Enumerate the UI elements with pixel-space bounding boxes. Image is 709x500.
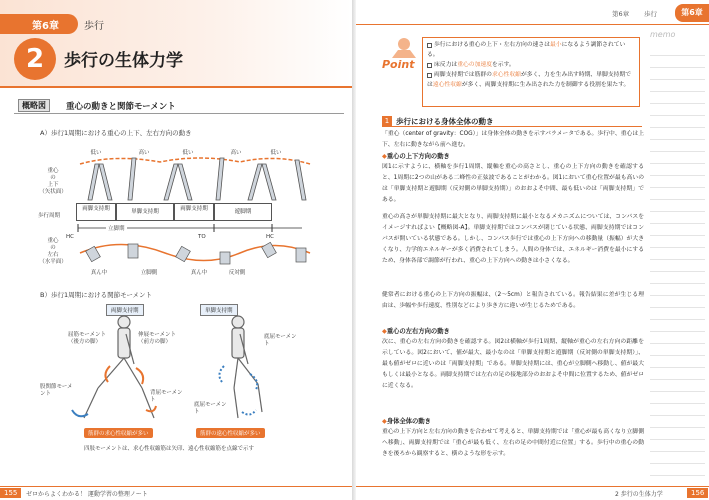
foot-icon xyxy=(296,248,306,262)
chapter-tab-right: 第6章 xyxy=(675,4,709,22)
checkbox-icon xyxy=(427,63,432,68)
point-text: 床反力は xyxy=(434,62,458,68)
body-paragraph: 重心の上下方向と左右方向の動きを合わせて考えると、単脚支持期では「重心が最も高くなり立脚側へ移動」、両脚支持期では「重心が最も低く、左右の足の中間付近に位置」する。歩行中の重心の動きを後ろから観察すると、横のような形を示す。 xyxy=(382,429,644,457)
page-number-right: 156 xyxy=(687,488,708,498)
point-figure-head xyxy=(398,38,410,50)
point-text: 両脚支持期では筋群の xyxy=(434,72,492,78)
note-eccentric: 筋群の遠心性収縮が多い xyxy=(196,428,265,438)
phase-box: 両脚支持期 xyxy=(174,203,214,221)
chapter-label: 第6章 xyxy=(32,21,59,32)
section-number: 1 xyxy=(382,116,392,126)
point-emphasis: 重心の加速度 xyxy=(457,62,492,68)
header-rule xyxy=(0,86,352,88)
point-item xyxy=(427,71,635,91)
leg-icon xyxy=(178,164,192,200)
memo-lines xyxy=(650,44,705,484)
header-chapter: 第6章 xyxy=(612,10,630,18)
skeleton-leg xyxy=(234,388,238,418)
point-text: 歩行における重心の上下・左右方向の速さは xyxy=(434,42,550,48)
skeleton-leg xyxy=(258,384,262,412)
checkbox-icon xyxy=(427,43,432,48)
subheading-text: 身体全体の動き xyxy=(386,418,431,425)
high-low-label: 高い xyxy=(230,150,242,156)
skeleton-leg xyxy=(234,358,238,388)
section-heading xyxy=(382,115,642,127)
page-title: 歩行の生体力学 xyxy=(64,51,183,71)
high-low-label: 高い xyxy=(138,150,150,156)
overview-heading xyxy=(14,98,344,114)
high-low-label: 低い xyxy=(182,150,194,156)
section-number-badge: 2 xyxy=(14,38,56,80)
horizontal-com-figure xyxy=(70,238,320,268)
panel-title: 両脚支持期 xyxy=(106,304,144,316)
leg-icon xyxy=(99,164,112,200)
intro-paragraph: 「重心（center of gravity：COG）」は身体全体の動きを示すパラメータである。歩行中、重心は上下、左右に動きながら前へ進む。 xyxy=(382,131,644,148)
section-title: 歩行における身体全体の動き xyxy=(396,117,494,126)
foot-icon xyxy=(262,242,277,257)
leg-icon xyxy=(164,164,178,200)
leg-icon xyxy=(88,164,99,200)
marker-label: HC xyxy=(66,234,74,240)
moment-label: 屈筋モーメント（後方の脚） xyxy=(68,332,107,345)
subheading xyxy=(382,326,450,335)
note-concentric: 筋群の求心性収縮が多い xyxy=(84,428,153,438)
moment-label: 股関節モーメント xyxy=(40,384,73,397)
body-paragraph: 健常者における重心の上下方向の振幅は、（2～5cm）と報告されている。報告結果に差が生じる理由は、歩幅や歩行速度、性別などにより歩き方に違いが生じるためである。 xyxy=(382,292,644,309)
leg-icon xyxy=(248,164,262,200)
point-text: を示す。 xyxy=(492,62,515,68)
skeleton-leg xyxy=(84,388,98,418)
point-text: が多く、両脚支持期に生み出された力を制御する役割を果たす。 xyxy=(461,82,630,88)
horizontal-label-line: 重心 xyxy=(47,238,59,244)
phase-box: 単脚支持期 xyxy=(116,203,174,221)
horizontal-position: 立脚側 xyxy=(140,270,158,276)
diamond-icon: ◆ xyxy=(382,153,387,160)
vertical-label-line: 上下 xyxy=(47,182,59,188)
point-text: になるよう調節されている。 xyxy=(427,42,626,58)
compass-gait-figure xyxy=(70,152,320,202)
moment-arrow xyxy=(242,410,256,415)
body-paragraph: 図1に示すように、横軸を歩行1周期、縦軸を重心の高さとし、重心の上下方向の動きを確認すると、1周期に2つの山がある二峰性の正弦波であることがわかる。図1において重心位置が最も高いのは「単脚支持期と遊脚期（反対側の単脚支持期）」のおおよそ中間、最も低いのは「両脚支持期」である。 xyxy=(382,164,644,203)
com-vertical-curve xyxy=(80,158,310,164)
stance-label: 立脚期 xyxy=(108,226,125,232)
point-emphasis: 求心性収縮 xyxy=(491,72,521,78)
moment-arrow xyxy=(72,410,88,416)
skeleton-head xyxy=(232,316,244,328)
subheading xyxy=(382,151,450,160)
point-emphasis: 遠心性収縮 xyxy=(432,82,462,88)
point-figure-body xyxy=(392,50,416,58)
figure-footnote: 四肢モーメントは、求心性収縮筋は矢印、遠心性収縮筋を点線で示す xyxy=(84,446,255,452)
point-item xyxy=(427,61,635,71)
vertical-axis-label xyxy=(38,168,68,196)
point-text: が多く、力を生み出す時期、単脚支持期では xyxy=(427,72,632,88)
skeleton-head xyxy=(118,316,130,328)
header-name: 歩行 xyxy=(644,10,657,18)
phase-box: 両脚支持期 xyxy=(76,203,116,221)
leg-icon xyxy=(128,158,136,200)
panel-title: 単脚支持期 xyxy=(200,304,238,316)
leg-icon xyxy=(295,160,306,200)
horizontal-label-line: （水平面） xyxy=(39,259,67,265)
left-footer-text: ゼロからよくわかる！ 運動学習の整理ノート xyxy=(26,491,148,498)
horizontal-position: 真ん中 xyxy=(90,270,108,276)
horizontal-label-line: の xyxy=(50,245,56,251)
moment-arrow xyxy=(146,406,156,411)
high-low-label: 低い xyxy=(270,150,282,156)
horizontal-position: 真ん中 xyxy=(190,270,208,276)
moment-arrow xyxy=(105,366,110,382)
memo-label: memo xyxy=(650,30,676,39)
moment-label: 底屈モーメント xyxy=(264,334,297,347)
overview-title: 重心の動きと関節モーメント xyxy=(66,102,176,112)
foot-icon xyxy=(86,246,101,261)
body-paragraph: 次に、重心の左右方向の動きを確認する。図2は横軸が歩行1周期、縦軸が重心の左右方向の距離を示している。図2において、値が最大、最小なのは「単脚支持期と遊脚期（反対側の単脚支持期）」、最も値がゼロに近いのは「両脚支持期」である。単脚支持期には、重心が立脚側へ移動し、値が最大もしくは最小となる。両脚支持期では左右の足の接地部分のおおよそ中間に位置するため、値がゼロに近くなる。 xyxy=(382,339,644,389)
overview-tag: 概略図 xyxy=(18,99,50,112)
vertical-label-line: （矢状面） xyxy=(39,189,67,195)
moment-label: 背屈モーメント xyxy=(150,390,183,403)
point-label: Point xyxy=(382,58,415,71)
figure-b-caption: B）歩行1周期における関節モーメント xyxy=(40,291,153,299)
subheading-text: 重心の左右方向の動き xyxy=(386,328,450,335)
figure-a-caption: A）歩行1周期における重心の上下、左右方向の動き xyxy=(40,129,192,137)
point-emphasis: 最小 xyxy=(549,42,562,48)
header-rule-right xyxy=(356,24,709,25)
horizontal-label-line: 左右 xyxy=(47,252,59,258)
chapter-name: 歩行 xyxy=(84,21,104,32)
marker-label: HC xyxy=(266,234,274,240)
phase-box: 遊脚期 xyxy=(214,203,272,221)
checkbox-icon xyxy=(427,73,432,78)
body-paragraph: 重心の高さが単脚支持期に最大となり、両脚支持期に最小となるメカニズムについては、コンパスをイメージすればよい【概略図-A】。単脚支持期ではコンパスが閉じている状態、両脚支持期ではコンパスが開いている状態である。しかし、コンパス歩行では重心の上下方向への移動量（振幅）が大きくなり、力学的エネルギーが多く消費されてしまう。人間の身体では、エネルギー消費を最小にするため、身体各部で調節が行われ、重心の上下方向への動きは小さくなる。 xyxy=(382,214,644,264)
skeleton-leg xyxy=(98,358,124,388)
marker-label: TO xyxy=(198,234,206,240)
horizontal-axis-label xyxy=(38,238,68,266)
foot-icon xyxy=(220,252,230,264)
subheading xyxy=(382,416,431,425)
moment-arrow xyxy=(136,368,143,384)
moment-label: 底屈モーメント xyxy=(194,402,227,415)
subheading-text: 重心の上下方向の動き xyxy=(386,153,450,160)
moment-label: 伸展モーメント（前方の脚） xyxy=(138,332,177,345)
leg-icon xyxy=(216,158,224,200)
horizontal-position: 反対側 xyxy=(228,270,246,276)
diamond-icon: ◆ xyxy=(382,418,387,425)
leg-icon xyxy=(262,164,276,200)
page-number-left: 155 xyxy=(0,488,21,498)
diamond-icon: ◆ xyxy=(382,328,387,335)
gait-period-label: 歩行周期 xyxy=(38,213,61,219)
point-item xyxy=(427,41,635,61)
foot-icon xyxy=(128,244,138,258)
vertical-label-line: 重心 xyxy=(47,168,59,174)
high-low-label: 低い xyxy=(90,150,102,156)
vertical-label-line: の xyxy=(50,175,56,181)
right-footer-text: 2 歩行の生体力学 xyxy=(615,491,663,498)
moment-arrow xyxy=(219,366,224,382)
